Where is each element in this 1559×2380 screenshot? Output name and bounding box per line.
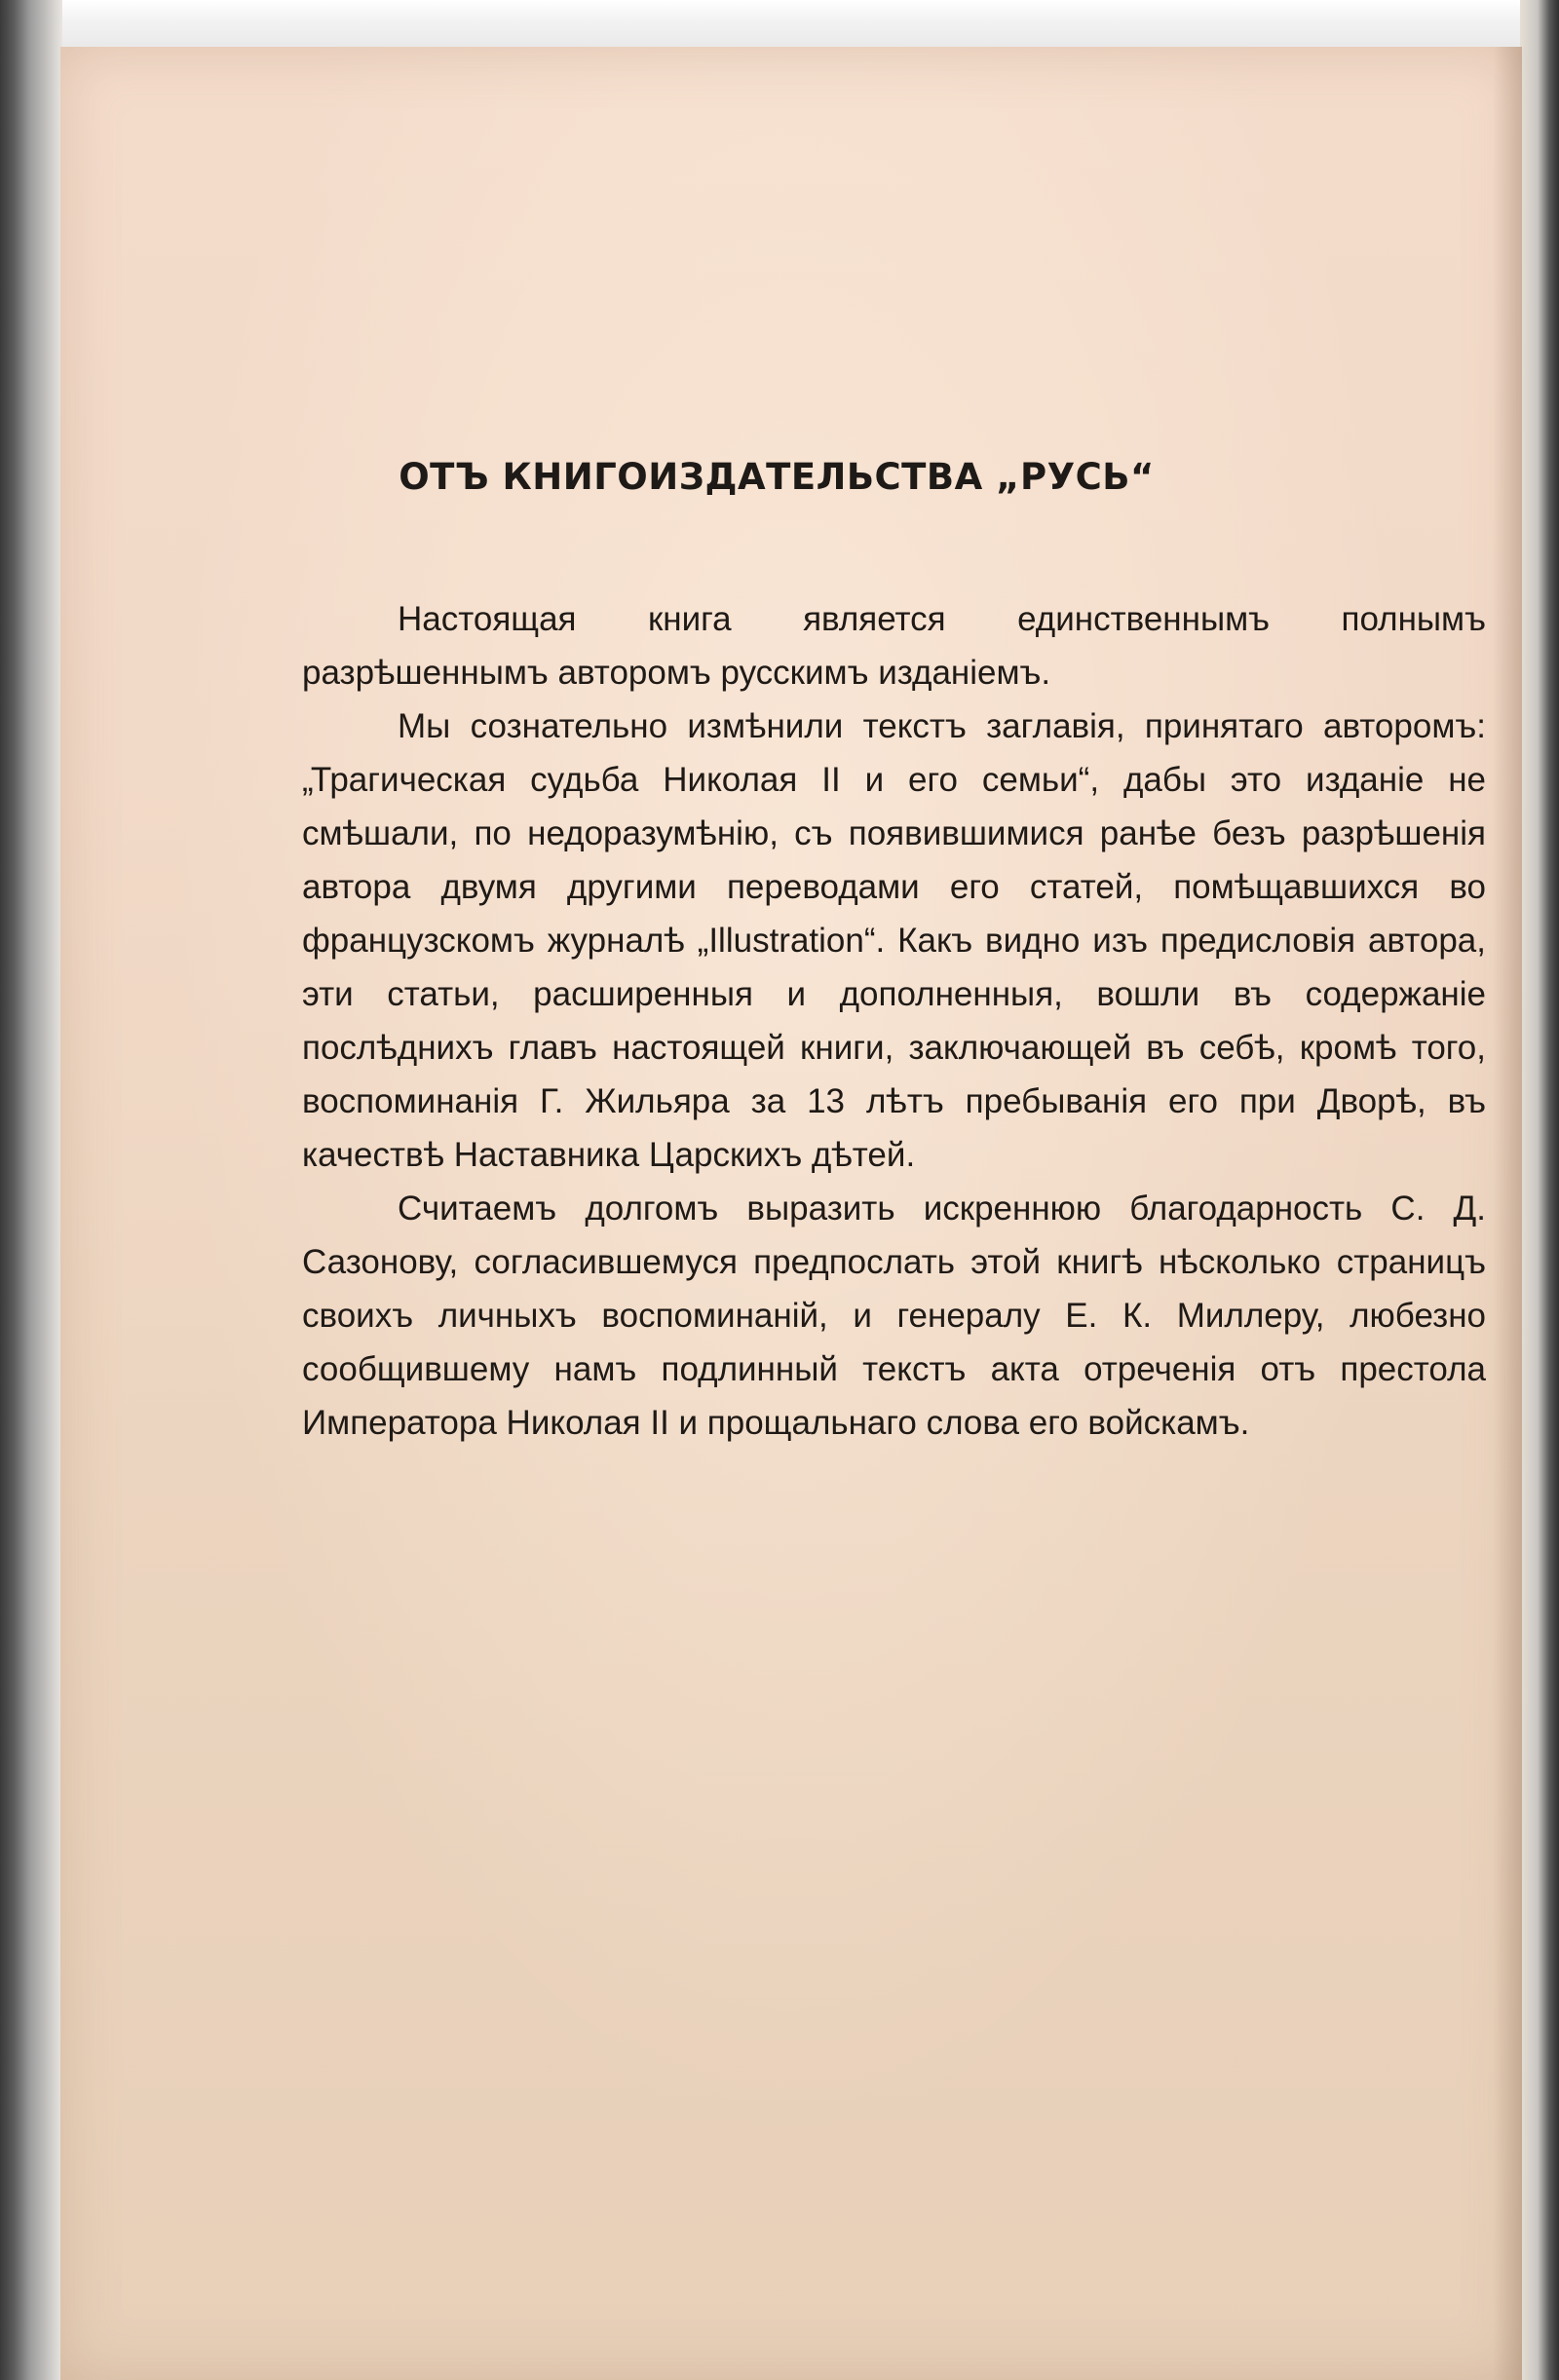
- scan-border-top: [0, 0, 1559, 51]
- scan-border-right: [1520, 0, 1559, 2380]
- scan-border-left: [0, 0, 62, 2380]
- paragraph-2: Мы сознательно измѣнили текстъ заглавія, принятаго авторомъ: „Трагическая судьба Николая II и его семьи“, дабы это изданіе не смѣшали, по недоразумѣнію, съ появившимися ранѣе безъ разрѣшенія автора двумя другими переводами его статей, помѣщавшихся во французскомъ журналѣ „Illustration“. Какъ видно изъ предисловія автора, эти статьи, расширенныя и дополненныя, вошли въ содержаніе послѣднихъ главъ настоящей книги, заключающей въ себѣ, кромѣ того, воспоминанія Г. Жильяра за 13 лѣтъ пребыванія его при Дворѣ, въ качествѣ Наставника Царскихъ дѣтей.: [302, 707, 1486, 1174]
- paragraph-1: Настоящая книга является единственнымъ полнымъ разрѣшеннымъ авторомъ русскимъ изданіемъ.: [302, 600, 1486, 692]
- book-page: [60, 47, 1522, 2380]
- paragraph-3: Считаемъ долгомъ выразить искреннюю благодарность С. Д. Сазонову, согласившемуся предпослать этой книгѣ нѣсколько страницъ своихъ личныхъ воспоминаній, и генералу Е. К. Миллеру, любезно сообщившему намъ подлинный текстъ акта отреченія отъ престола Императора Николая II и прощальнаго слова его войскамъ.: [302, 1190, 1486, 1442]
- page-title: ОТЪ КНИГОИЗДАТЕЛЬСТВА „РУСЬ“: [399, 456, 1155, 498]
- page-body: [302, 592, 1486, 1450]
